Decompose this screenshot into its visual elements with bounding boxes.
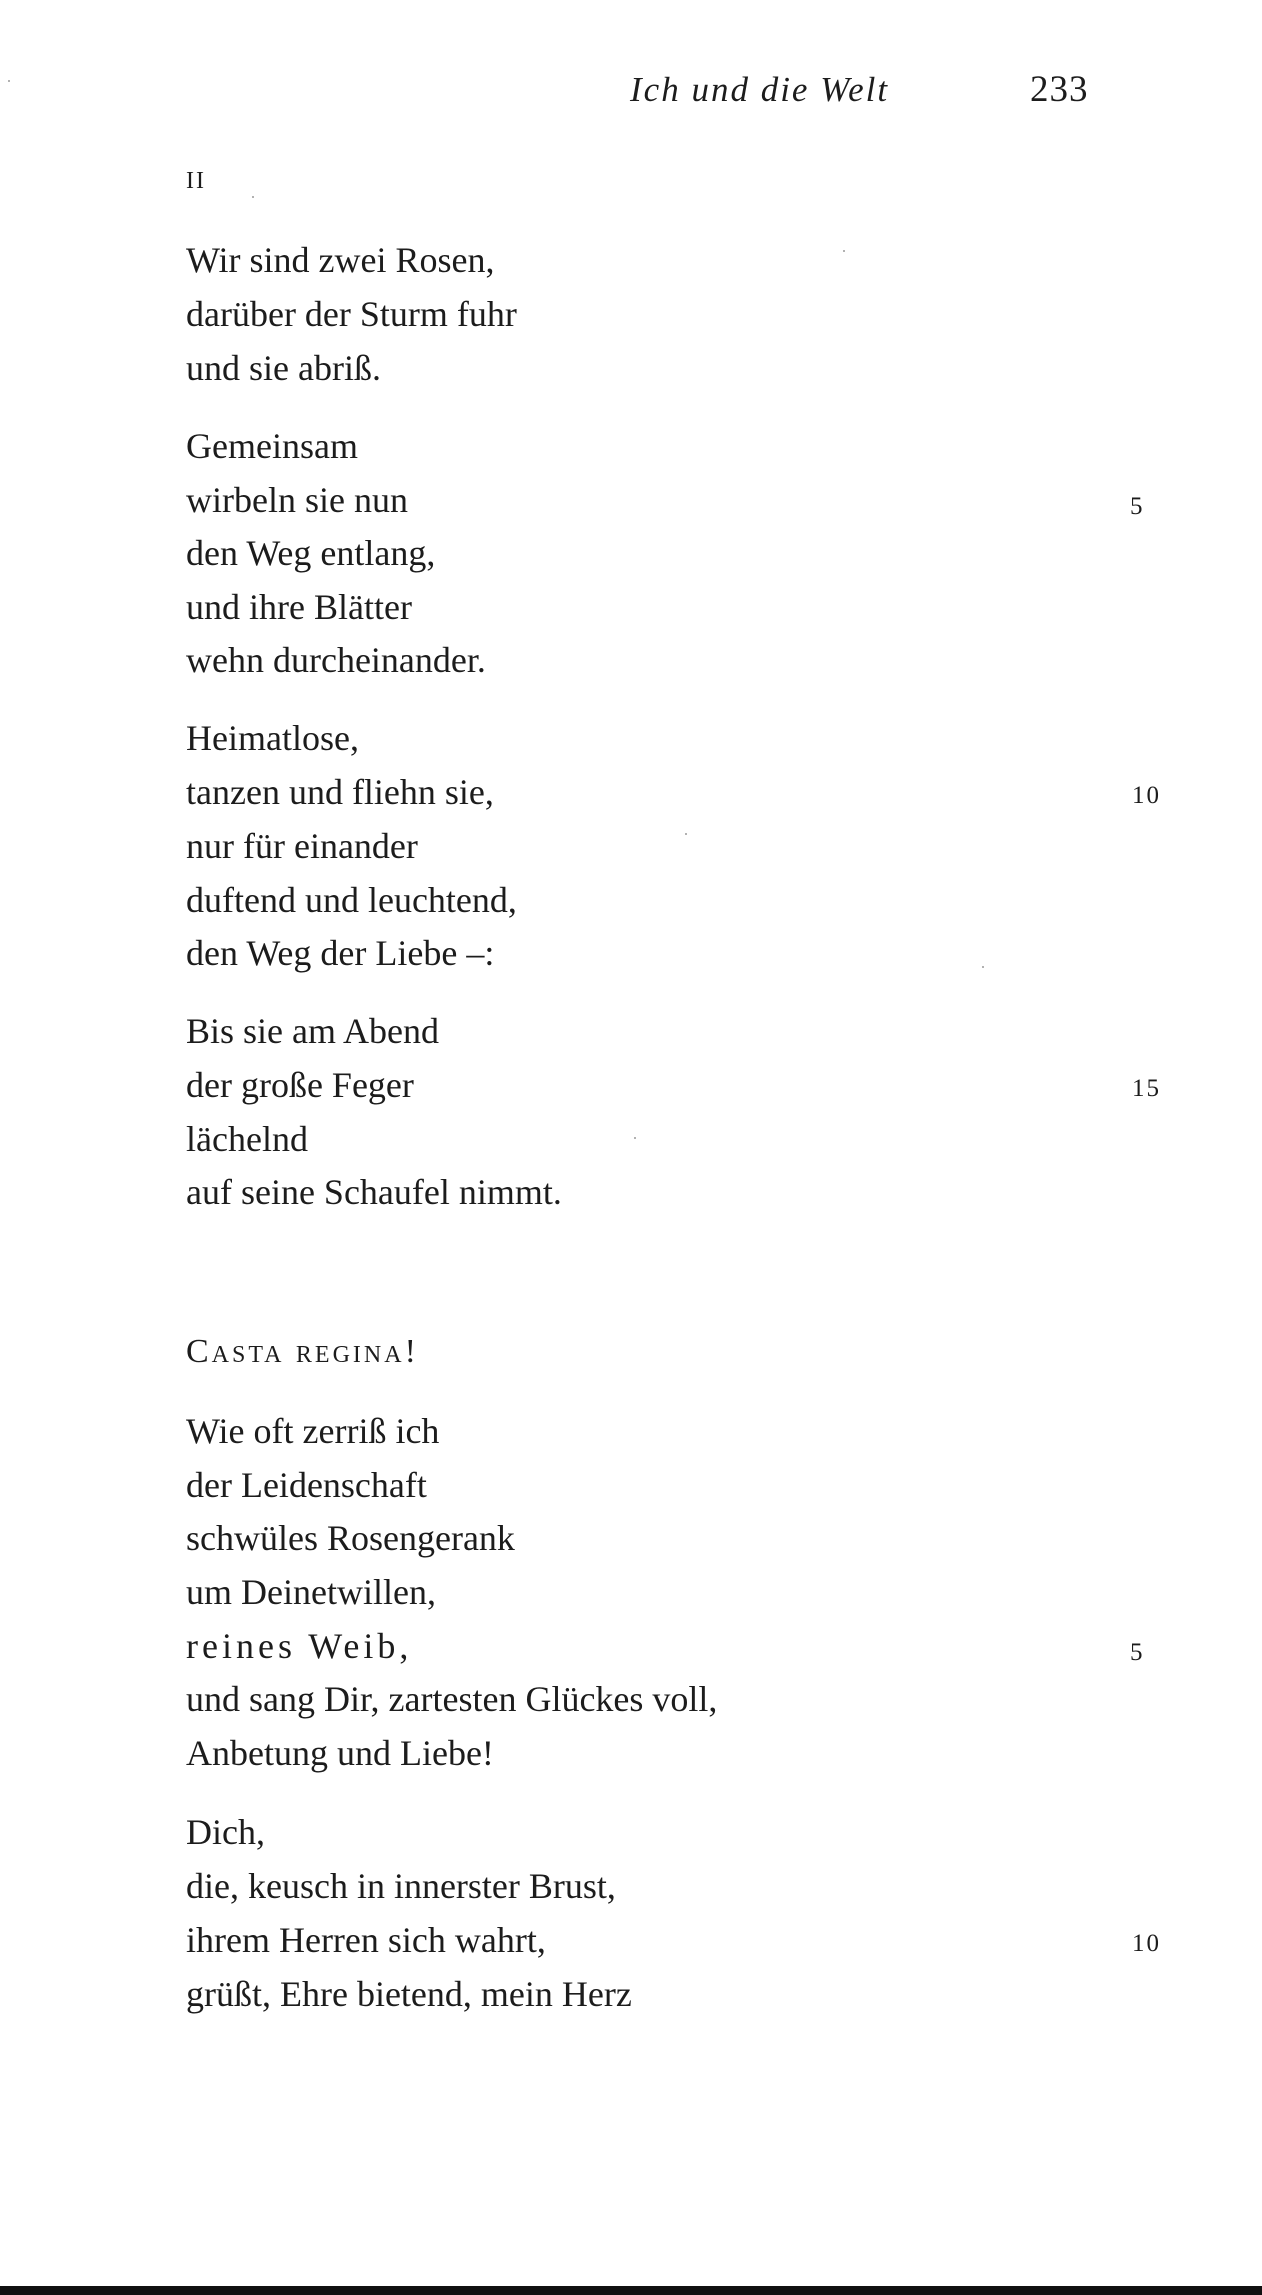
line-number: 5 <box>1130 1639 1145 1666</box>
verse-line: der Leidenschaft <box>186 1465 427 1505</box>
verse-line: der große Feger <box>186 1065 414 1105</box>
verse-line: um Deinetwillen, <box>186 1572 436 1612</box>
scan-speck <box>685 833 687 835</box>
verse-line: die, keusch in innerster Brust, <box>186 1866 616 1906</box>
line-number: 10 <box>1132 782 1161 809</box>
scan-speck <box>252 196 254 198</box>
verse-line: grüßt, Ehre bietend, mein Herz <box>186 1974 632 2014</box>
verse-line: wirbeln sie nun <box>186 480 408 520</box>
verse-line: Bis sie am Abend <box>186 1011 439 1051</box>
page-number: 233 <box>1030 69 1089 110</box>
verse-line: darüber der Sturm fuhr <box>186 294 517 334</box>
line-number: 15 <box>1132 1075 1161 1102</box>
line-number: 10 <box>1132 1930 1161 1957</box>
verse-line: auf seine Schaufel nimmt. <box>186 1172 562 1212</box>
scan-bottom-edge <box>0 2286 1262 2295</box>
verse-line: und ihre Blätter <box>186 587 412 627</box>
verse-line: Dich, <box>186 1812 265 1852</box>
verse-line: Gemeinsam <box>186 426 358 466</box>
verse-line: und sang Dir, zartesten Glückes voll, <box>186 1679 718 1719</box>
verse-line: ihrem Herren sich wahrt, <box>186 1920 546 1960</box>
scan-speck <box>8 80 10 82</box>
line-number: 5 <box>1130 493 1145 520</box>
verse-line: Wie oft zerriß ich <box>186 1411 440 1451</box>
verse-line: schwüles Rosengerank <box>186 1518 515 1558</box>
verse-line: den Weg der Liebe –: <box>186 933 495 973</box>
verse-line: reines Weib, <box>186 1626 413 1666</box>
verse-line: den Weg entlang, <box>186 533 436 573</box>
poem-title: Casta regina! <box>186 1333 419 1370</box>
verse-line: duftend und leuchtend, <box>186 880 517 920</box>
verse-line: Anbetung und Liebe! <box>186 1733 494 1773</box>
verse-line: wehn durcheinander. <box>186 640 486 680</box>
scan-speck <box>634 1137 636 1139</box>
running-head-title: Ich und die Welt <box>630 70 890 109</box>
verse-line: und sie abriß. <box>186 348 381 388</box>
verse-line: Wir sind zwei Rosen, <box>186 240 495 280</box>
verse-line: lächelnd <box>186 1119 308 1159</box>
verse-line: Heimatlose, <box>186 718 359 758</box>
verse-line: tanzen und fliehn sie, <box>186 772 494 812</box>
section-numeral: II <box>186 168 206 194</box>
scan-speck <box>843 250 845 252</box>
verse-line: nur für einander <box>186 826 418 866</box>
scan-speck <box>982 966 984 968</box>
